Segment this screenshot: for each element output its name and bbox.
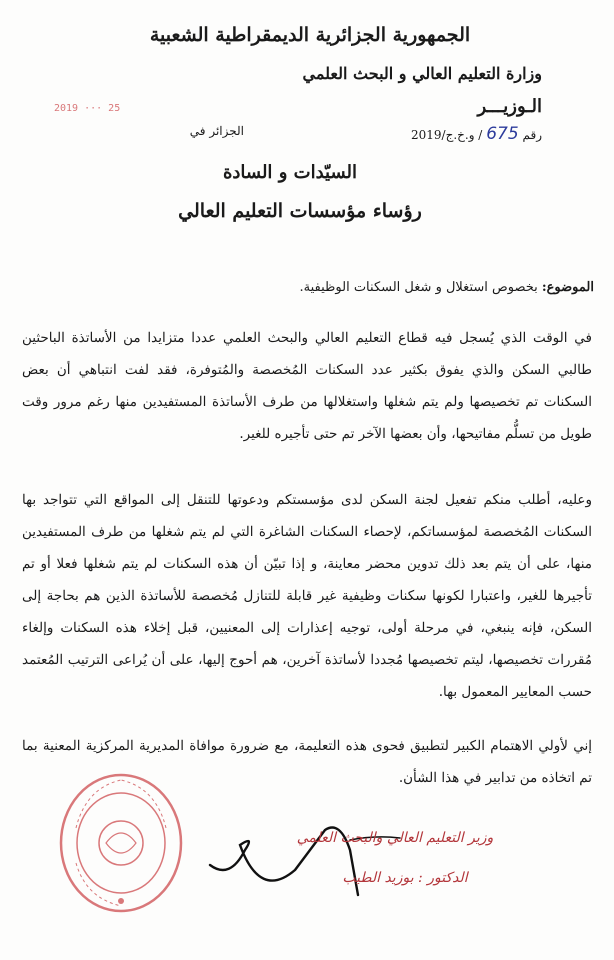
official-seal-icon (56, 768, 186, 918)
reference-suffix: / و.خ.ج/2019 (410, 128, 483, 142)
reference-prefix: رقم (522, 128, 542, 142)
ministry-heading: وزارة التعليم العالي و البحث العلمي (302, 64, 542, 83)
signature-title-stamp: وزير التعليم العالي والبحث العلمي (296, 830, 494, 846)
body-paragraph-3: إني لأولي الاهتمام الكبير لتطبيق فحوى هذه التعليمة، مع ضرورة موافاة المديرية المركزية المعنية بما تم اتخاذه من تدابير في هذا الشأن. (22, 738, 592, 786)
body-paragraph-1: في الوقت الذي يُسجل فيه قطاع التعليم العالي والبحث العلمي عددا متزايدا من الأساتذة الباحثين طالبي السكن والذي يفوق بكثير عدد السكنات المُخصصة والمُتوفرة، فقد لفت انتباهي أن بعض السكنات تم تخصيصها ولم يتم شغلها واستغلالها من طرف الأساتذة المستفيدين منها رغم مرور وقت طويل من تسلُّم مفاتيحها، وأن بعضها الآخر تم حتى تأجيره للغير. (22, 330, 592, 442)
reference-line (302, 124, 542, 144)
signature-name-stamp: الدكتور : بوزيد الطيب (342, 870, 468, 886)
body-paragraph-2: وعليه، أطلب منكم تفعيل لجنة السكن لدى مؤسستكم ودعوتها للتنقل إلى المواقع التي تتواجد بها السكنات المُخصصة لمؤسساتكم، لإحصاء السكنات الشاغرة التي لم يتم شغلها من طرف المستفيدين منها، على أن يتم بعد ذلك تدوين محضر معاينة، و إذا تبيّن أن هذه السكنات لم يتم شغلها فعلا أو تم تأجيرها للغير، واعتبارا لكونها سكنات وظيفية غير قابلة للتنازل مُخصصة للأساتذة الذين هم بحاجة إلى السكن، فإنه ينبغي، في مرحلة أولى، توجيه إعذارات إلى المعنيين، قبل إخلاء هذه السكنات وإلغاء مُقررات تخصيصها، ليتم تخصيصها مُجددا لأساتذة آخرين، هم أحوج إليها، على أن يُراعى الترتيب المُعتمد حسب المعايير المعمول بها. (22, 492, 592, 700)
subject-label: الموضوع: (541, 280, 594, 295)
reference-number: 675 (486, 124, 519, 144)
minister-heading: الـوزيـــر (477, 96, 542, 117)
received-date-stamp: 2019 ··· 25 (54, 103, 121, 114)
subject-line (34, 280, 594, 295)
signature-scribble-icon (200, 810, 410, 910)
place-date-line: الجزائر في (189, 124, 244, 138)
republic-heading: الجمهورية الجزائرية الديمقراطية الشعبية (149, 24, 471, 46)
addressee-line-1: السيّدات و السادة (222, 162, 358, 183)
subject-text: بخصوص استغلال و شغل السكنات الوظيفية. (299, 280, 538, 295)
addressee-line-2: رؤساء مؤسسات التعليم العالي (178, 200, 422, 222)
